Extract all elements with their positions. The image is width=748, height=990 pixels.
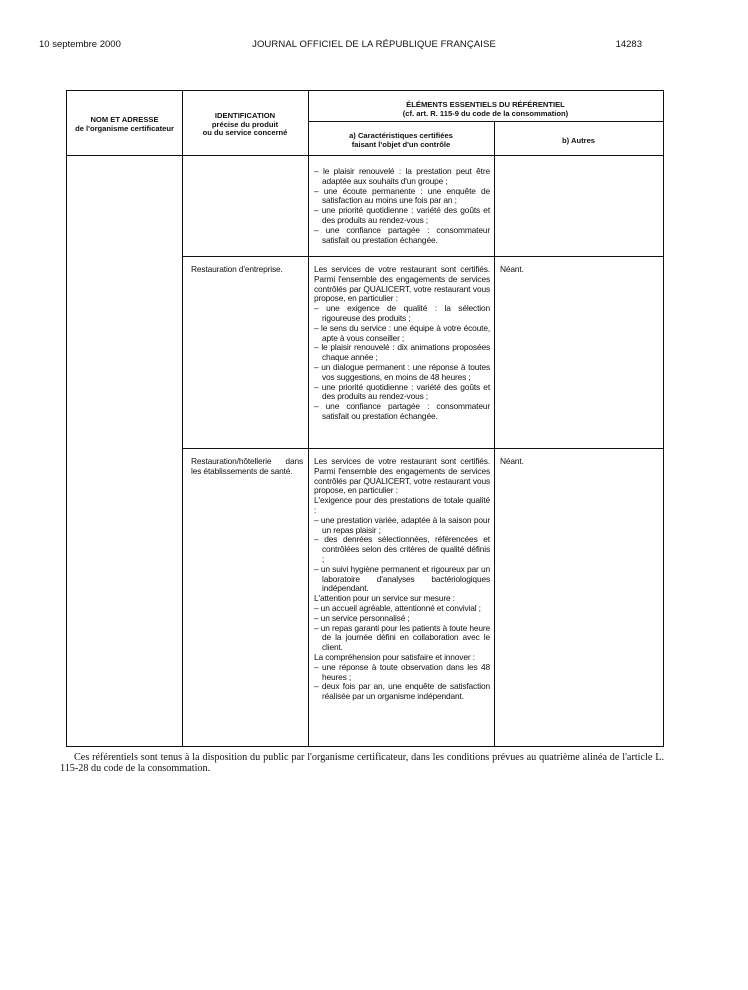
section-heading: L'exigence pour des prestations de totale qualité : [314, 495, 490, 515]
col-divider-3 [494, 121, 495, 746]
list-item: – une écoute permanente : une enquête de satisfaction au moins une fois par an ; [314, 185, 490, 206]
section-heading: La compréhension pour satisfaire et innover : [314, 651, 475, 662]
row-rule-2 [182, 448, 663, 449]
row-2-other: Néant. [500, 456, 524, 466]
list-item: – une priorité quotidienne : variété des goûts et des produits au rendez-vous ; [314, 205, 490, 225]
group-header-elements: ÉLÉMENTS ESSENTIELS DU RÉFÉRENTIEL (cf. art. R. 115-9 du code de la consommation) [402, 100, 569, 118]
row-1-other: Néant. [500, 264, 524, 274]
list-item: – une exigence de qualité : la sélection rigoureuse des produits ; [314, 303, 490, 323]
row-2-service: Restauration/hôtellerie dans les établissements de santé. [191, 456, 303, 476]
row-2-characteristics [314, 457, 490, 702]
list-item: – un service personnalisé ; [314, 612, 410, 623]
list-item: – un accueil agréable, attentionné et convivial ; [314, 602, 481, 613]
list-item: – un repas garanti pour les patients à toute heure de la journée défini en collaboration avec le client. [314, 622, 490, 653]
footnote-paragraph: Ces référentiels sont tenus à la disposition du public par l'organisme certificateur, dans les conditions prévues au quatrième alinéa de l'article L. 115-28 du code de la consommation. [60, 752, 664, 774]
page-number: 14283 [615, 39, 642, 50]
list-item: – une réponse à toute observation dans les 48 heures ; [314, 661, 490, 682]
intro-text: Les services de votre restaurant sont certifiés. Parmi l'ensemble des engagements de services contrôlés par QUALICERT, votre restaurant vous propose, en particulier : [314, 456, 490, 496]
section-heading: L'attention pour un service sur mesure : [314, 593, 455, 604]
list-item: – un suivi hygiène permanent et rigoureux par un laboratoire d'analyses bactériologiques indépendant. [314, 563, 490, 594]
col-header-others: b) Autres [561, 136, 596, 145]
col-divider-1 [182, 91, 183, 746]
list-item: – des denrées sélectionnées, référencées et contrôlées selon des critères de qualité définis ; [314, 534, 490, 564]
list-item: – le sens du service : une équipe à votre écoute, apte à vous conseiller ; [314, 322, 490, 343]
group-header-rule [308, 121, 663, 122]
list-item: – un dialogue permanent : une réponse à toutes vos suggestions, en moins de 48 heures ; [314, 361, 490, 382]
referential-table [66, 90, 664, 747]
list-item: – une confiance partagée : consommateur satisfait ou prestation échangée. [314, 401, 490, 421]
list-item: – deux fois par an, une enquête de satisfaction réalisée par un organisme indépendant. [314, 681, 490, 702]
col-header-organism: NOM ET ADRESSE de l'organisme certificateur [75, 115, 174, 133]
journal-title: JOURNAL OFFICIEL DE LA RÉPUBLIQUE FRANÇAISE [252, 39, 496, 50]
col-header-identification: IDENTIFICATION précise du produit ou du service concerné [202, 111, 288, 138]
col-divider-2 [308, 91, 309, 746]
row-1-characteristics [314, 265, 490, 422]
intro-text: Les services de votre restaurant sont certifiés. Parmi l'ensemble des engagements de services contrôlés par QUALICERT, votre restaurant vous propose, en particulier : [314, 264, 490, 304]
header-bottom-rule [67, 155, 663, 156]
list-item: – une priorité quotidienne : variété des goûts et des produits au rendez-vous ; [314, 381, 490, 402]
row-rule-1 [182, 256, 663, 257]
list-item: – une confiance partagée : consommateur satisfait ou prestation échangée. [314, 224, 490, 245]
list-item: – le plaisir renouvelé : dix animations proposées chaque année ; [314, 342, 490, 363]
row-0-characteristics [314, 167, 490, 245]
list-item: – une prestation variée, adaptée à la saison pour un repas plaisir ; [314, 514, 490, 535]
col-header-certified: a) Caractéristiques certifiées faisant l'objet d'un contrôle [349, 131, 453, 149]
header-date: 10 septembre 2000 [39, 39, 121, 50]
row-1-service: Restauration d'entreprise. [191, 264, 283, 274]
list-item: – le plaisir renouvelé : la prestation peut être adaptée aux souhaits d'un groupe ; [314, 166, 490, 186]
